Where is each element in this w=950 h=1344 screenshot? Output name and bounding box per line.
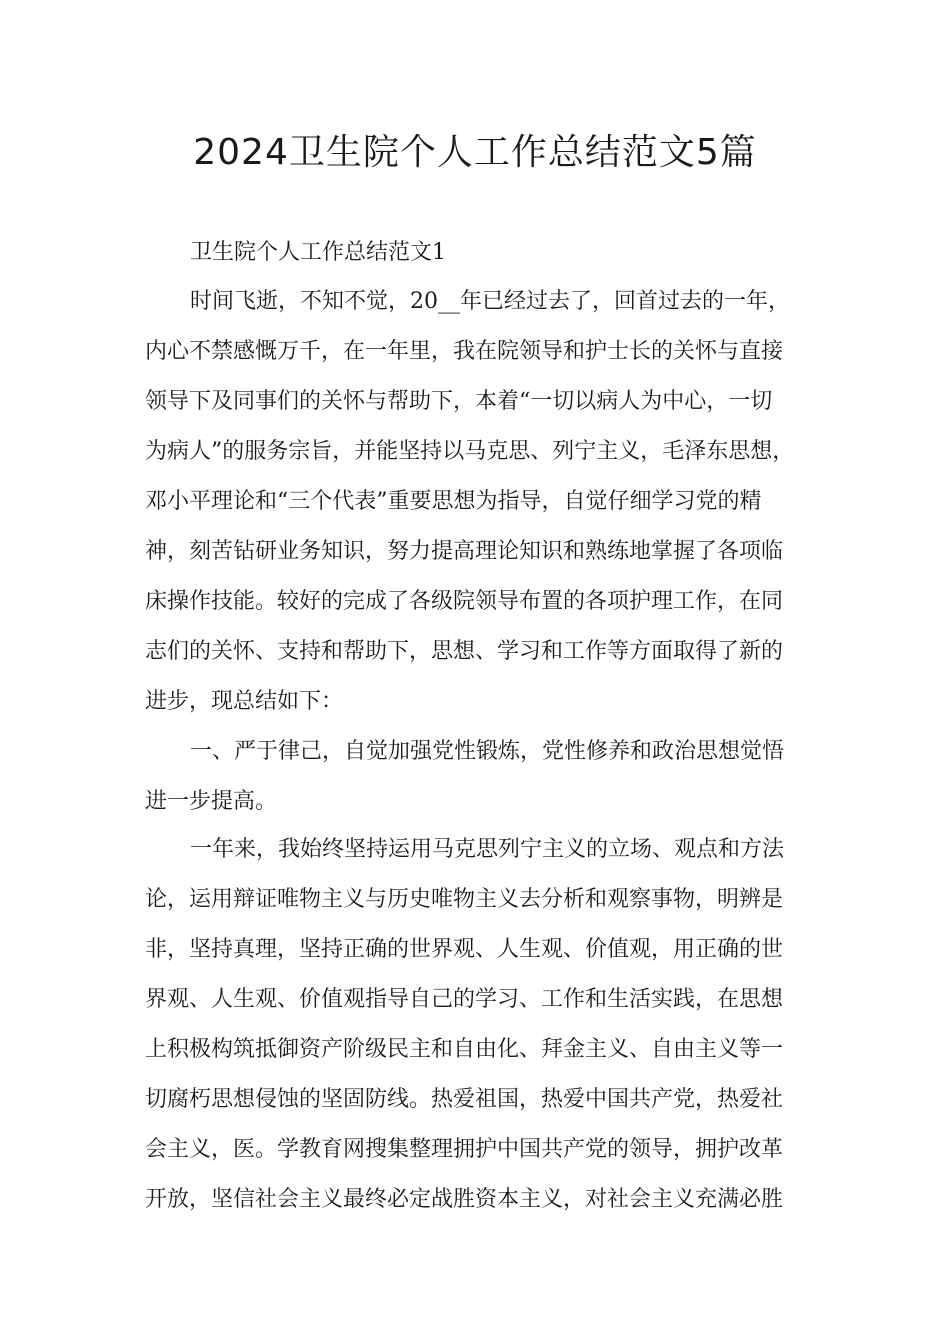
paragraph-line: 非，坚持真理，坚持正确的世界观、人生观、价值观，用正确的世 [145, 937, 784, 962]
paragraph-line: 领导下及同事们的关怀与帮助下，本着“一切以病人为中心，一切 [145, 389, 773, 414]
paragraph-line: 神，刻苦钻研业务知识，努力提高理论知识和熟练地掌握了各项临 [145, 539, 784, 564]
paragraph-line: 一、严于律己，自觉加强党性锻炼，党性修养和政治思想觉悟 [190, 739, 785, 764]
paragraph-line: 进步，现总结如下： [145, 689, 344, 714]
paragraph-line: 床操作技能。较好的完成了各级院领导布置的各项护理工作，在同 [145, 589, 784, 614]
paragraph-line: 志们的关怀、支持和帮助下，思想、学习和工作等方面取得了新的 [145, 639, 784, 664]
paragraph-line: 一年来，我始终坚持运用马克思列宁主义的立场、观点和方法 [190, 837, 785, 862]
document-title: 2024卫生院个人工作总结范文5篇 [193, 132, 757, 173]
paragraph-line: 邓小平理论和“三个代表”重要思想为指导，自觉仔细学习党的精 [145, 489, 762, 514]
section-heading: 卫生院个人工作总结范文1 [190, 240, 446, 265]
paragraph-line: 开放，坚信社会主义最终必定战胜资本主义，对社会主义充满必胜 [145, 1187, 784, 1212]
paragraph-line: 时间飞逝，不知不觉，20__年已经过去了，回首过去的一年， [190, 289, 790, 314]
paragraph-line: 进一步提高。 [145, 789, 278, 814]
paragraph-line: 上积极构筑抵御资产阶级民主和自由化、拜金主义、自由主义等一 [145, 1037, 784, 1062]
paragraph-line: 论，运用辩证唯物主义与历史唯物主义去分析和观察事物，明辨是 [145, 887, 784, 912]
paragraph-line: 切腐朽思想侵蚀的坚固防线。热爱祖国，热爱中国共产党，热爱社 [145, 1087, 784, 1112]
paragraph-line: 界观、人生观、价值观指导自己的学习、工作和生活实践，在思想 [145, 987, 784, 1012]
paragraph-line: 为病人”的服务宗旨，并能坚持以马克思、列宁主义，毛泽东思想， [145, 439, 795, 464]
paragraph-line: 会主义，医。学教育网搜集整理拥护中国共产党的领导，拥护改革 [145, 1137, 784, 1162]
paragraph-line: 内心不禁感慨万千，在一年里，我在院领导和护士长的关怀与直接 [145, 339, 784, 364]
